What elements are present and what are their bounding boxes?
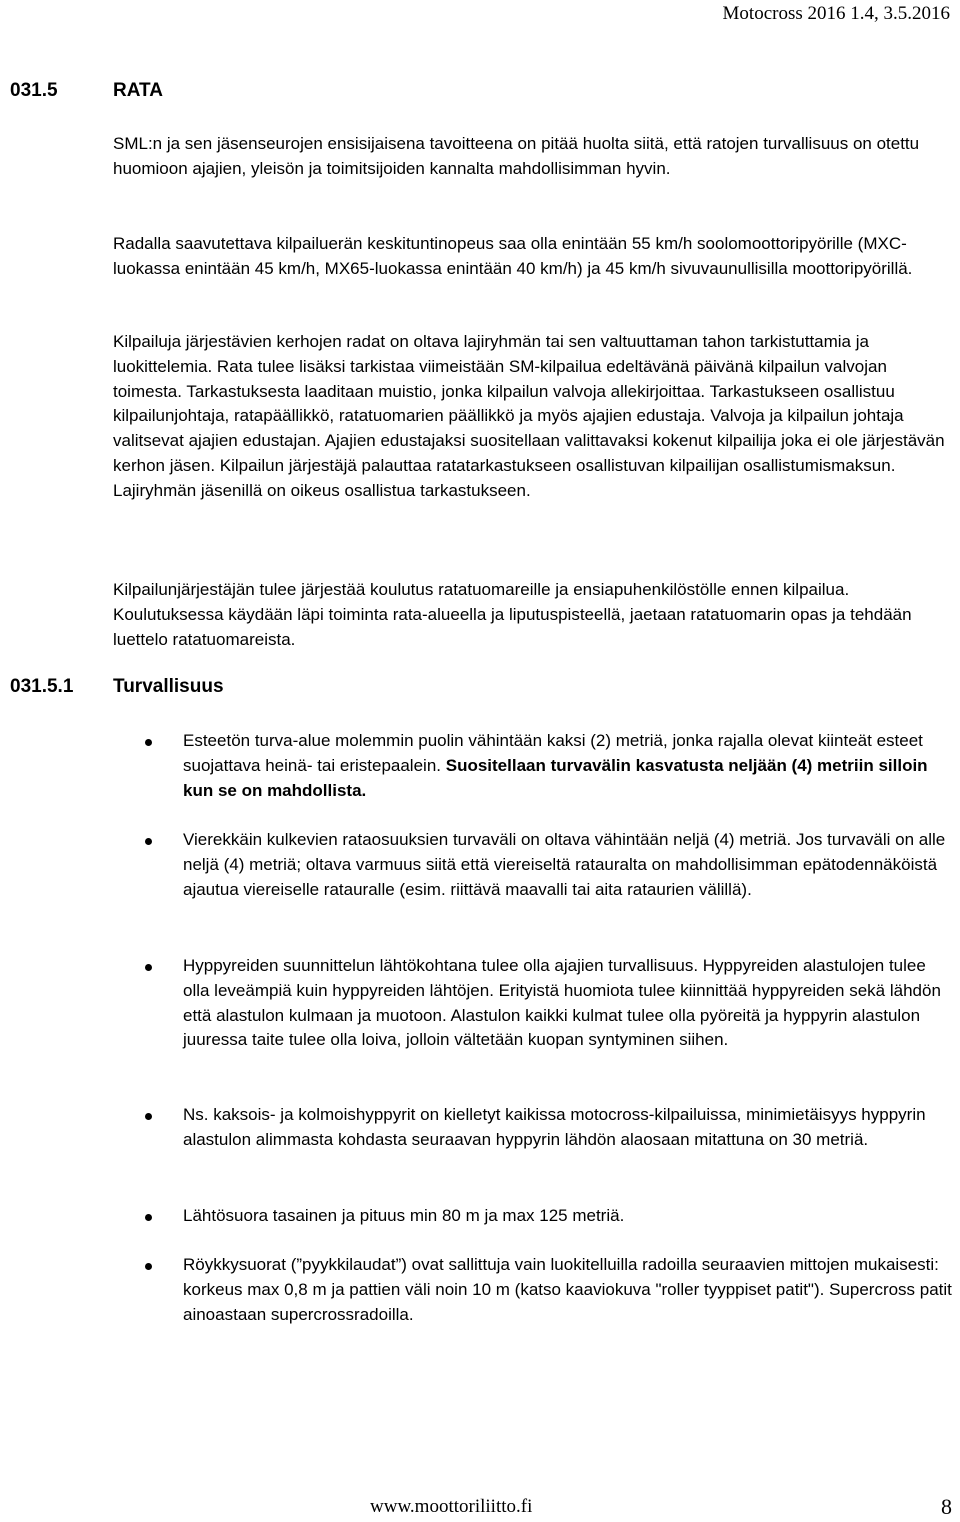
page-number: 8 <box>941 1494 952 1519</box>
section-paragraph: Radalla saavutettava kilpailuerän keskituntinopeus saa olla enintään 55 km/h soolomoottoripyörille (MXC-luokassa enintään 45 km/h, MX65-luokassa enintään 40 km/h) ja 45 km/h sivuvaunullisilla moottoripyörillä. <box>113 234 913 278</box>
bullet-icon <box>145 838 152 845</box>
page-header: Motocross 2016 1.4, 3.5.2016 <box>722 3 950 24</box>
subsection-title: Turvallisuus <box>113 676 224 697</box>
bullet-item: Hyppyreiden suunnittelun lähtökohtana tulee olla ajajien turvallisuus. Hyppyreiden alastulojen tulee olla leveämpiä kuin hyppyreiden lähtöjen. Erityistä huomiota tulee kiinnittää hyppyreiden sekä lähdön että alastulon kulmaan ja muotoon. Alastulon kaikki kulmat tulee olla pyöreitä ja hyppyrin alastulon juuressa taite tulee olla loiva, jolloin vältetään kuopan syntyminen siihen. <box>183 956 941 1050</box>
bullet-icon <box>145 739 152 746</box>
bullet-item: Röykkysuorat (”pyykkilaudat”) ovat sallittuja vain luokitelluilla radoilla seuraavien mittojen mukaisesti: korkeus max 0,8 m ja pattien väli noin 10 m (katso kaaviokuva "roller tyyppiset patit"). Supercross patit ainoastaan supercrossradoilla. <box>183 1255 952 1324</box>
bullet-item: Ns. kaksois- ja kolmoishyppyrit on kielletyt kaikissa motocross-kilpailuissa, minimietäisyys hyppyrin alastulon alimmasta kohdasta seuraavan hyppyrin lähdön alaosaan mitattuna on 30 metriä. <box>183 1105 926 1149</box>
footer-url[interactable]: www.moottoriliitto.fi <box>370 1496 533 1517</box>
section-paragraph: Kilpailunjärjestäjän tulee järjestää koulutus ratatuomareille ja ensiapuhenkilöstölle ennen kilpailua. Koulutuksessa käydään läpi toiminta rata-alueella ja liputuspisteellä, jaetaan ratatuomarin opas ja tehdään luettelo ratatuomareista. <box>113 580 912 649</box>
bullet-item: Vierekkäin kulkevien rataosuuksien turvaväli on oltava vähintään neljä (4) metriä. Jos turvaväli on alle neljä (4) metriä; oltava varmuus siitä että viereiseltä ratauralta on mahdollisimman epätodennäköistä ajautua viereiselle ratauralle (esim. riittävä maavalli tai aita rataurien välillä). <box>183 830 946 899</box>
subsection-number: 031.5.1 <box>10 676 74 697</box>
bullet-bold-text: Suositellaan turvavälin kasvatusta neljään (4) metriin silloin kun se on mahdollista. <box>183 755 928 800</box>
section-number: 031.5 <box>10 80 58 101</box>
bullet-item <box>183 729 953 803</box>
bullet-item: Lähtösuora tasainen ja pituus min 80 m ja max 125 metriä. <box>183 1206 625 1225</box>
bullet-text: Esteetön turva-alue molemmin puolin vähintään kaksi (2) metriä, jonka rajalla olevat kiinteät esteet suojattava heinä- tai eristepaalein. <box>183 731 923 775</box>
bullet-icon <box>145 1263 152 1270</box>
section-paragraph: SML:n ja sen jäsenseurojen ensisijaisena tavoitteena on pitää huolta siitä, että ratojen turvallisuus on otettu huomioon ajajien, yleisön ja toimitsijoiden kannalta mahdollisimman hyvin. <box>113 134 920 178</box>
bullet-icon <box>145 964 152 971</box>
section-paragraph: Kilpailuja järjestävien kerhojen radat on oltava lajiryhmän tai sen valtuuttaman tahon tarkistuttamia ja luokittelemia. Rata tulee lisäksi tarkistaa viimeistään SM-kilpailua edeltävänä päivänä kilpailun valvojan toimesta. Tarkastuksesta laaditaan muistio, jonka kilpailun valvoja allekirjoittaa. Tarkastukseen osallistuu kilpailunjohtaja, ratapäällikkö, ratatuomarien päällikkö ja myös ajajien edustaja. Valvoja ja kilpailun johtaja valitsevat ajajien edustajan. Ajajien edustajaksi suositellaan valittavaksi kokenut kilpailija joka ei ole järjestävän kerhon jäsen. Kilpailun järjestäjä palauttaa ratatarkastukseen osallistuvan kilpailijan osallistumismaksun. Lajiryhmän jäsenillä on oikeus osallistua tarkastukseen. <box>113 332 945 500</box>
section-title: RATA <box>113 80 163 101</box>
bullet-icon <box>145 1214 152 1221</box>
bullet-icon <box>145 1113 152 1120</box>
